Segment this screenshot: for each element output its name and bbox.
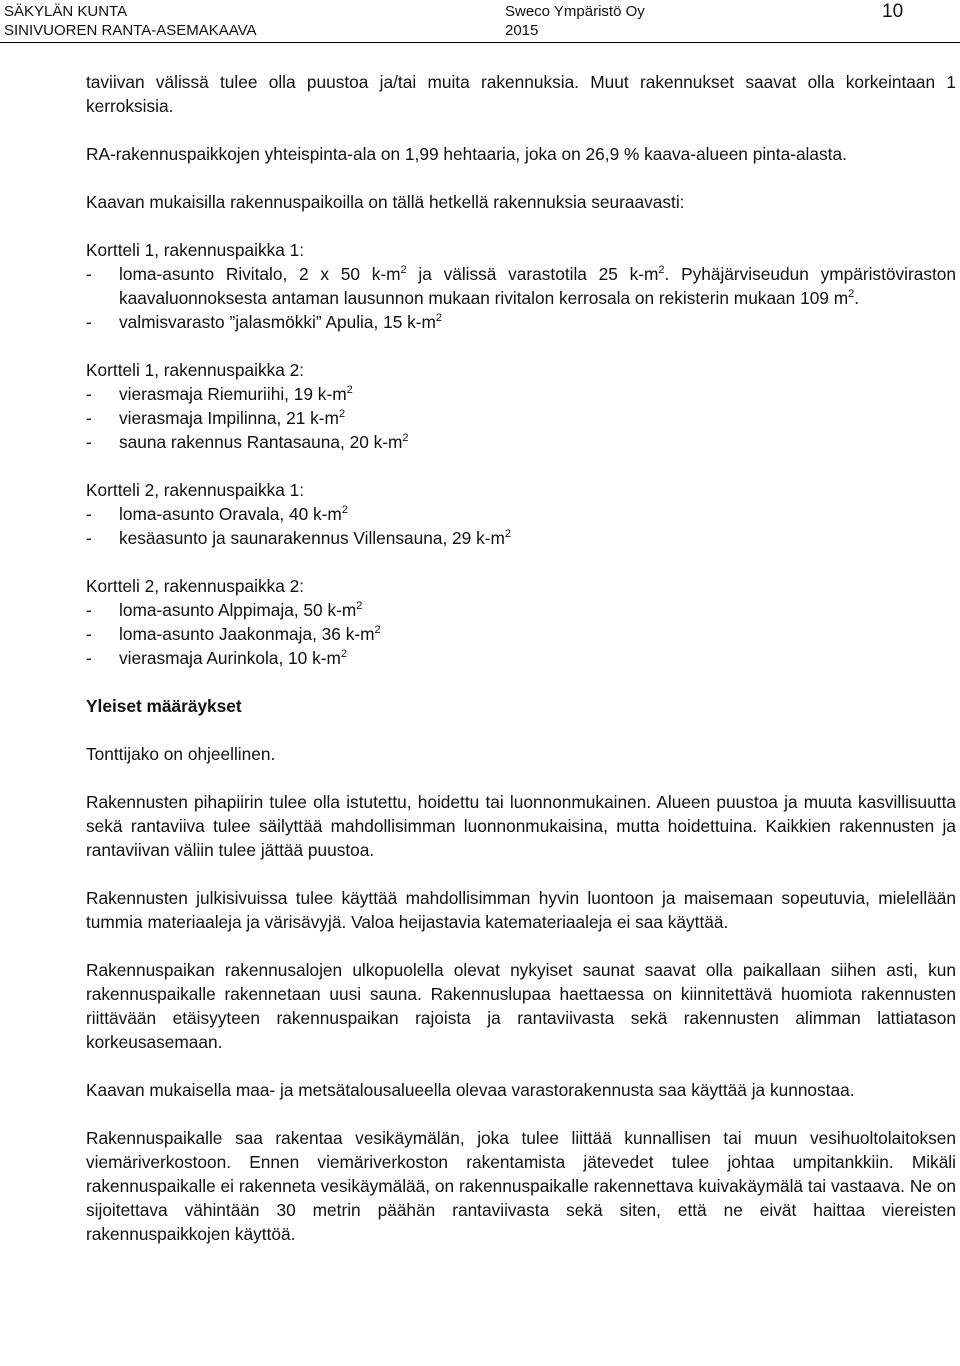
- building-list-block: [86, 238, 956, 334]
- document-year: 2015: [505, 22, 539, 39]
- block-heading: Kortteli 2, rakennuspaikka 2:: [86, 576, 305, 596]
- list-item: - valmisvarasto ”jalasmökki” Apulia, 15 $k-m^2$: [86, 312, 443, 332]
- list-item: - vierasmaja Aurinkola, 10 $k-m^2$: [86, 648, 347, 668]
- list-dash: -: [86, 504, 92, 524]
- list-item: - kesäasunto ja saunarakennus Villensauna, 29 $k-m^2$: [86, 528, 511, 548]
- list-item: - vierasmaja Riemuriihi, 19 $k-m^2$: [86, 384, 353, 404]
- building-list-block: [86, 358, 956, 454]
- list-dash: -: [86, 648, 92, 668]
- paragraph: Kaavan mukaisella maa- ja metsätalousalueella olevaa varastorakennusta saa käyttää ja kunnostaa.: [86, 1080, 855, 1100]
- paragraph: Rakennuspaikan rakennusalojen ulkopuolella olevat nykyiset saunat saavat olla paikallaan siihen asti, kun rakennuspaikalle rakennetaan uusi sauna. Rakennuslupaa haettaessa on kiinnitettävä huomiota rakennusten riittävään etäisyyteen rakennuspaikan rajoista ja rantaviivasta sekä rakennusten alimman lattiatason korkeusasemaan.: [86, 960, 956, 1052]
- plan-name: SINIVUOREN RANTA-ASEMAKAAVA: [4, 22, 257, 39]
- header-left: [4, 2, 257, 40]
- building-list-block: [86, 574, 956, 670]
- list-item: - loma-asunto Rivitalo, 2 x 50 $k-m^2$ ja välissä varastotila 25 $k-m^2$. Pyhäjärviseudun ympäristöviraston kaavaluonnoksesta antaman lausunnon mukaan rivitalon kerrosala on rekisterin mukaan 109 $m^2$.: [86, 264, 956, 308]
- page-number: 10: [882, 1, 904, 22]
- paragraph: Rakennuspaikalle saa rakentaa vesikäymälän, joka tulee liittää kunnallisen tai muun vesihuoltolaitoksen viemäriverkostoon. Ennen viemäriverkoston rakentamista jätevedet tulee johtaa umpitankkiin. Mikäli rakennuspaikalle ei rakenneta vesikäymälää, on rakennuspaikalle rakennettava kuivakäymälä tai vastaava. Ne on sijoitettava vähintään 30 metrin päähän rantaviivasta sekä siten, että ne eivät haittaa viereisten rakennuspaikkojen käyttöä.: [86, 1128, 956, 1244]
- list-dash: -: [86, 264, 92, 284]
- list-dash: -: [86, 408, 92, 428]
- municipality-name: SÄKYLÄN KUNTA: [4, 3, 128, 20]
- list-dash: -: [86, 432, 92, 452]
- page-header: [0, 0, 960, 48]
- list-dash: -: [86, 600, 92, 620]
- list-item: - loma-asunto Jaakonmaja, 36 $k-m^2$: [86, 624, 381, 644]
- paragraph: RA-rakennuspaikkojen yhteispinta-ala on 1,99 hehtaaria, joka on 26,9 % kaava-alueen pinta-alasta.: [86, 144, 847, 164]
- list-dash: -: [86, 528, 92, 548]
- document-body: [86, 70, 956, 1246]
- list-dash: -: [86, 312, 92, 332]
- paragraph: taviivan välissä tulee olla puustoa ja/tai muita rakennuksia. Muut rakennukset saavat olla korkeintaan 1 kerroksisia.: [86, 72, 956, 116]
- header-middle: [505, 2, 645, 40]
- block-heading: Kortteli 1, rakennuspaikka 1:: [86, 240, 305, 260]
- section-title: Yleiset määräykset: [86, 696, 242, 716]
- block-heading: Kortteli 2, rakennuspaikka 1:: [86, 480, 305, 500]
- list-item: - loma-asunto Alppimaja, 50 $k-m^2$: [86, 600, 363, 620]
- paragraph: Tonttijako on ohjeellinen.: [86, 744, 276, 764]
- building-list-block: [86, 478, 956, 550]
- list-dash: -: [86, 624, 92, 644]
- company-name: Sweco Ympäristö Oy: [505, 3, 645, 20]
- header-divider: [0, 42, 960, 43]
- list-item: - vierasmaja Impilinna, 21 $k-m^2$: [86, 408, 346, 428]
- list-dash: -: [86, 384, 92, 404]
- paragraph: Kaavan mukaisilla rakennuspaikoilla on tällä hetkellä rakennuksia seuraavasti:: [86, 192, 685, 212]
- list-item: - sauna rakennus Rantasauna, 20 $k-m^2$: [86, 432, 409, 452]
- paragraph: Rakennusten julkisivuissa tulee käyttää mahdollisimman hyvin luontoon ja maisemaan sopeutuvia, mielellään tummia materiaaleja ja värisävyjä. Valoa heijastavia katemateriaaleja ei saa käyttää.: [86, 888, 956, 932]
- block-heading: Kortteli 1, rakennuspaikka 2:: [86, 360, 305, 380]
- list-item: - loma-asunto Oravala, 40 $k-m^2$: [86, 504, 348, 524]
- paragraph: Rakennusten pihapiirin tulee olla istutettu, hoidettu tai luonnonmukainen. Alueen puustoa ja muuta kasvillisuutta sekä rantaviiva tulee säilyttää mahdollisimman luonnonmukaisina, mutta hoidettuina. Kaikkien rakennusten ja rantaviivan väliin tulee jättää puustoa.: [86, 792, 956, 860]
